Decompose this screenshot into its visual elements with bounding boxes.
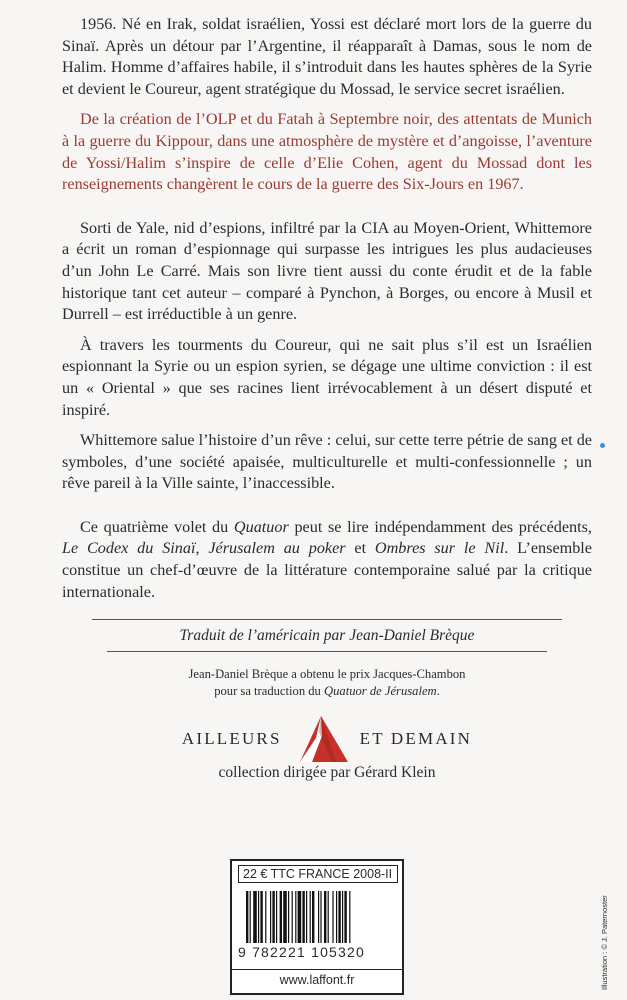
series-note-text: et bbox=[345, 539, 375, 558]
barcode-bar bbox=[265, 891, 266, 943]
barcode-bar bbox=[288, 891, 289, 943]
barcode-bar bbox=[276, 891, 277, 943]
barcode-bar bbox=[272, 891, 274, 943]
ink-mark bbox=[600, 443, 605, 448]
synopsis-paragraph-1: 1956. Né en Irak, soldat israélien, Yossi est déclaré mort lors de la guerre du Sinaï. Après un détour par l’Argentine, il réapparaît à Damas, sous le nom de Halim. Homme d’affaires habile, il s’introduit dans les hautes sphères de la Syrie et devient le Coureur, agent stratégique du Mossad, le service secret israélien. bbox=[62, 15, 592, 98]
barcode-bar bbox=[270, 891, 271, 943]
series-note bbox=[62, 517, 592, 603]
barcode-bar bbox=[283, 891, 287, 943]
prize-book-title: Quatuor de Jérusalem bbox=[324, 684, 437, 699]
barcode-bar bbox=[310, 891, 311, 943]
synopsis-paragraph-4: À travers les tourments du Coureur, qui ne sait plus s’il est un Israélien espionnant la Syrie ou un espion syrien, se dégage une ultime conviction : il est un « Oriental » que ses racines lient irrévocablement à un désert disputé et inspiré. bbox=[62, 335, 592, 419]
barcode-bar bbox=[312, 891, 314, 943]
barcode-bar bbox=[253, 891, 257, 943]
divider-bottom bbox=[107, 651, 547, 652]
barcode-bar bbox=[306, 891, 307, 943]
series-title-codex: Le Codex du Sinaï bbox=[62, 539, 196, 558]
barcode-bar bbox=[344, 891, 346, 943]
publisher-logo-icon bbox=[292, 714, 350, 764]
barcode-bar bbox=[332, 891, 333, 943]
synopsis-paragraph-5: Whittemore salue l’histoire d’un rêve : celui, sur cette terre pétrie de sang et de symboles, d’une société apaisée, multiculturelle et multi-confessionnelle ; un rêve pareil à la Ville sainte, l’inaccessible. bbox=[62, 431, 592, 493]
barcode-bar bbox=[250, 891, 251, 943]
barcode-bar bbox=[320, 891, 321, 943]
series-note-text: , bbox=[195, 539, 209, 558]
series-note-suffix: . L’ensemble constitue un chef-d’œuvre de la littérature contemporaine salué par la critique internationale. bbox=[62, 539, 592, 601]
synopsis-paragraph-3: Sorti de Yale, nid d’espions, infiltré par la CIA au Moyen-Orient, Whittemore a écrit un roman d’espionnage qui surpasse les intrigues les plus audacieuses d’un John Le Carré. Mais son livre tient aussi du conte érudit et de la fable historique tant cet auteur – comparé à Pynchon, à Borges, ou encore à Musil et Durrell – est irréductible à un genre. bbox=[62, 218, 592, 324]
barcode-bar bbox=[292, 891, 293, 943]
barcode-bar bbox=[324, 891, 326, 943]
series-title-quatuor: Quatuor bbox=[233, 517, 289, 536]
translator-credit bbox=[62, 627, 592, 645]
price-label: 22 € TTC FRANCE 2008-II bbox=[238, 865, 398, 883]
prize-line-2 bbox=[62, 683, 592, 700]
barcode-icon bbox=[246, 891, 386, 945]
illustration-credit: Illustration : © J. Paternoster bbox=[600, 895, 609, 990]
series-title-ombres: Ombres sur le Nil bbox=[374, 539, 505, 558]
barcode-bar bbox=[258, 891, 259, 943]
translator-name: Jean-Daniel Brèque bbox=[349, 627, 475, 645]
barcode-bar bbox=[349, 891, 350, 943]
translation-prize bbox=[62, 666, 592, 700]
barcode-bar bbox=[302, 891, 304, 943]
barcode-bar bbox=[342, 891, 343, 943]
prize-line-2-suffix: . bbox=[436, 684, 440, 699]
divider-top bbox=[92, 619, 562, 620]
publisher-website: www.laffont.fr bbox=[232, 969, 402, 987]
series-note-text: peut se lire indépendamment des précédents, bbox=[288, 517, 592, 536]
series-note-prefix: Ce quatrième volet du bbox=[80, 517, 234, 536]
barcode-bar bbox=[280, 891, 282, 943]
publisher-imprint bbox=[62, 714, 592, 764]
translator-prefix: Traduit de l’américain par bbox=[179, 627, 350, 645]
prize-line-1: Jean-Daniel Brèque a obtenu le prix Jacques-Chambon bbox=[188, 667, 466, 682]
barcode-bar bbox=[246, 891, 248, 943]
isbn-digits: 9 782221 105320 bbox=[238, 944, 365, 960]
synopsis-paragraph-2: De la création de l’OLP et du Fatah à Septembre noir, des attentats de Munich à la guerre du Kippour, dans une atmosphère de mystère et d’angoisse, l’aventure de Yossi/Halim s’inspire de celle d’Elie Cohen, agent du Mossad dont les renseignements changèrent le cours de la guerre des Six-Jours en 1967. bbox=[62, 110, 592, 194]
barcode-panel bbox=[230, 859, 404, 995]
collection-editor: collection dirigée par Gérard Klein bbox=[218, 764, 436, 782]
prize-line-2-prefix: pour sa traduction du bbox=[214, 684, 325, 699]
imprint-word-right: ET DEMAIN bbox=[359, 729, 473, 749]
barcode-bar bbox=[295, 891, 296, 943]
barcode-bar bbox=[298, 891, 302, 943]
imprint-word-left: AILLEURS bbox=[181, 729, 282, 749]
back-cover-text bbox=[62, 14, 592, 782]
barcode-bar bbox=[328, 891, 329, 943]
barcode-bar bbox=[336, 891, 337, 943]
barcode-bar bbox=[318, 891, 319, 943]
series-title-jerusalem: Jérusalem au poker bbox=[208, 539, 346, 558]
barcode-bar bbox=[338, 891, 340, 943]
barcode-bar bbox=[260, 891, 262, 943]
